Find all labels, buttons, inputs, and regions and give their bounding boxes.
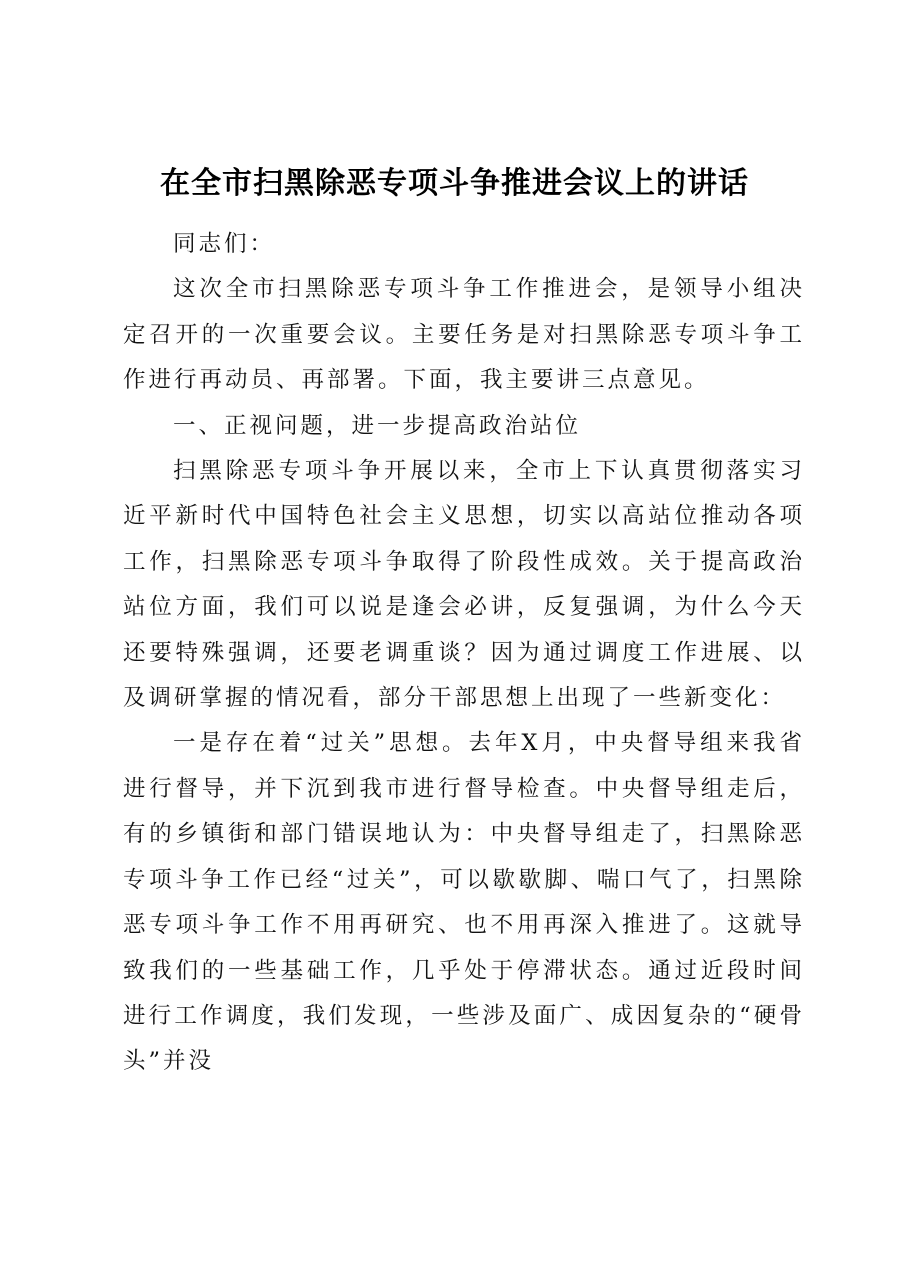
paragraph-point-1: 一是存在着“过关”思想。去年X月，中央督导组来我省进行督导，并下沉到我市进行督导检查。中央督导组走后，有的乡镇街和部门错误地认为：中央督导组走了，扫黑除恶专项斗争工作已经“过关”，可以歇歇脚、喘口气了，扫黑除恶专项斗争工作不用再研究、也不用再深入推进了。这就导致我们的一些基础工作，几乎处于停滞状态。通过近段时间进行工作调度，我们发现，一些涉及面广、成因复杂的“硬骨头”并没 <box>123 730 805 1075</box>
paragraph-intro: 这次全市扫黑除恶专项斗争工作推进会，是领导小组决定召开的一次重要会议。主要任务是对扫黑除恶专项斗争工作进行再动员、再部署。下面，我主要讲三点意见。 <box>123 276 805 394</box>
section-heading-1: 一、正视问题，进一步提高政治站位 <box>173 412 582 439</box>
document-title: 在全市扫黑除恶专项斗争推进会议上的讲话 <box>160 166 749 201</box>
paragraph-section-1: 扫黑除恶专项斗争开展以来，全市上下认真贯彻落实习近平新时代中国特色社会主义思想，切实以高站位推动各项工作，扫黑除恶专项斗争取得了阶段性成效。关于提高政治站位方面，我们可以说是逢会必讲，反复强调，为什么今天还要特殊强调，还要老调重谈？因为通过调度工作进展、以及调研掌握的情况看，部分干部思想上出现了一些新变化： <box>123 458 805 712</box>
paragraph-salutation: 同志们： <box>173 231 276 257</box>
document-body <box>123 222 805 1085</box>
